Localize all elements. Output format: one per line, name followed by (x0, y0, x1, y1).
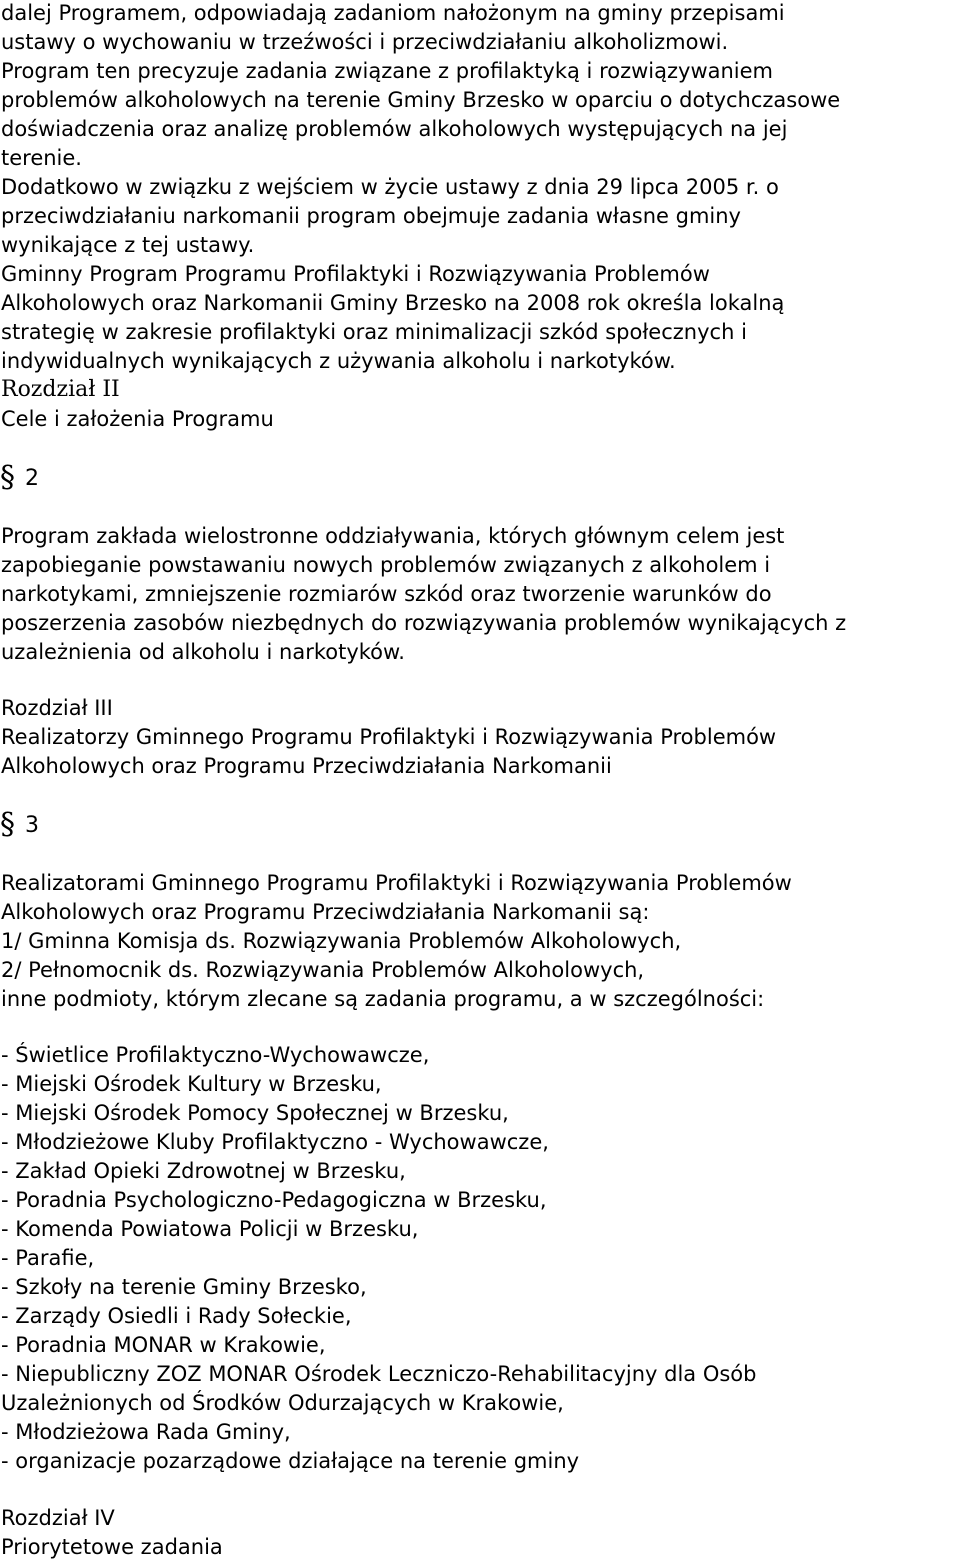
chapter-3-paragraph-line: inne podmioty, którym zlecane są zadania programu, a w szczególności: (1, 987, 765, 1011)
list-item: - Miejski Ośrodek Pomocy Społecznej w Brzesku, (1, 1101, 509, 1125)
section-3-marker (0, 807, 39, 842)
intro-line: wynikające z tej ustawy. (1, 233, 255, 257)
list-item: - Szkoły na terenie Gminy Brzesko, (1, 1275, 367, 1299)
list-item: - Parafie, (1, 1246, 95, 1270)
chapter-4-heading: Rozdział IV (1, 1506, 115, 1530)
intro-line: Alkoholowych oraz Narkomanii Gminy Brzesko na 2008 rok określa lokalną (1, 291, 785, 315)
chapter-3-paragraph-line: 2/ Pełnomocnik ds. Rozwiązywania Problemów Alkoholowych, (1, 958, 645, 982)
section-number: 3 (25, 813, 39, 838)
chapter-2-paragraph-line: Program zakłada wielostronne oddziaływania, których głównym celem jest (1, 524, 785, 548)
list-item: - Miejski Ośrodek Kultury w Brzesku, (1, 1072, 382, 1096)
list-item: - Świetlice Profilaktyczno-Wychowawcze, (1, 1043, 430, 1067)
chapter-3-title-line: Realizatorzy Gminnego Programu Profilaktyki i Rozwiązywania Problemów (1, 725, 777, 749)
section-number: 2 (25, 466, 39, 491)
intro-line: Program ten precyzuje zadania związane z profilaktyką i rozwiązywaniem (1, 59, 774, 83)
chapter-2-title: Cele i założenia Programu (1, 407, 274, 431)
chapter-2-paragraph-line: zapobieganie powstawaniu nowych problemów związanych z alkoholem i (1, 553, 771, 577)
list-item: - organizacje pozarządowe działające na terenie gminy (1, 1449, 580, 1473)
chapter-3-paragraph-line: Alkoholowych oraz Programu Przeciwdziałania Narkomanii są: (1, 900, 650, 924)
intro-line: indywidualnych wynikających z używania alkoholu i narkotyków. (1, 349, 676, 373)
intro-line: ustawy o wychowaniu w trzeźwości i przeciwdziałaniu alkoholizmowi. (1, 30, 729, 54)
intro-line: problemów alkoholowych na terenie Gminy Brzesko w oparciu o dotychczasowe (1, 88, 841, 112)
list-item: - Zakład Opieki Zdrowotnej w Brzesku, (1, 1159, 406, 1183)
intro-line: strategię w zakresie profilaktyki oraz minimalizacji szkód społecznych i (1, 320, 747, 344)
section-sign: § (0, 460, 15, 495)
chapter-3-title-line: Alkoholowych oraz Programu Przeciwdziałania Narkomanii (1, 754, 612, 778)
chapter-2-heading: Rozdział II (1, 377, 120, 402)
list-item: - Poradnia Psychologiczno-Pedagogiczna w Brzesku, (1, 1188, 547, 1212)
intro-line: dalej Programem, odpowiadają zadaniom nałożonym na gminy przepisami (1, 1, 785, 25)
intro-line: Gminny Program Programu Profilaktyki i Rozwiązywania Problemów (1, 262, 710, 286)
list-item: - Niepubliczny ZOZ MONAR Ośrodek Leczniczo-Rehabilitacyjny dla Osób (1, 1362, 757, 1386)
chapter-2-paragraph-line: uzależnienia od alkoholu i narkotyków. (1, 640, 405, 664)
intro-line: przeciwdziałaniu narkomanii program obejmuje zadania własne gminy (1, 204, 741, 228)
intro-line: doświadczenia oraz analizę problemów alkoholowych występujących na jej (1, 117, 788, 141)
list-item: - Poradnia MONAR w Krakowie, (1, 1333, 326, 1357)
list-item: - Młodzieżowa Rada Gminy, (1, 1420, 291, 1444)
chapter-3-paragraph-line: 1/ Gminna Komisja ds. Rozwiązywania Problemów Alkoholowych, (1, 929, 682, 953)
section-2-marker (0, 460, 39, 495)
list-item: - Zarządy Osiedli i Rady Sołeckie, (1, 1304, 352, 1328)
section-sign: § (0, 807, 15, 842)
chapter-2-paragraph-line: narkotykami, zmniejszenie rozmiarów szkód oraz tworzenie warunków do (1, 582, 772, 606)
chapter-3-heading: Rozdział III (1, 696, 113, 720)
intro-line: Dodatkowo w związku z wejściem w życie ustawy z dnia 29 lipca 2005 r. o (1, 175, 779, 199)
list-item: - Młodzieżowe Kluby Profilaktyczno - Wychowawcze, (1, 1130, 549, 1154)
intro-line: terenie. (1, 146, 82, 170)
list-item: - Komenda Powiatowa Policji w Brzesku, (1, 1217, 419, 1241)
list-item: Uzależnionych od Środków Odurzających w Krakowie, (1, 1391, 564, 1415)
chapter-3-paragraph-line: Realizatorami Gminnego Programu Profilaktyki i Rozwiązywania Problemów (1, 871, 792, 895)
chapter-4-title: Priorytetowe zadania (1, 1535, 223, 1559)
chapter-2-paragraph-line: poszerzenia zasobów niezbędnych do rozwiązywania problemów wynikających z (1, 611, 847, 635)
